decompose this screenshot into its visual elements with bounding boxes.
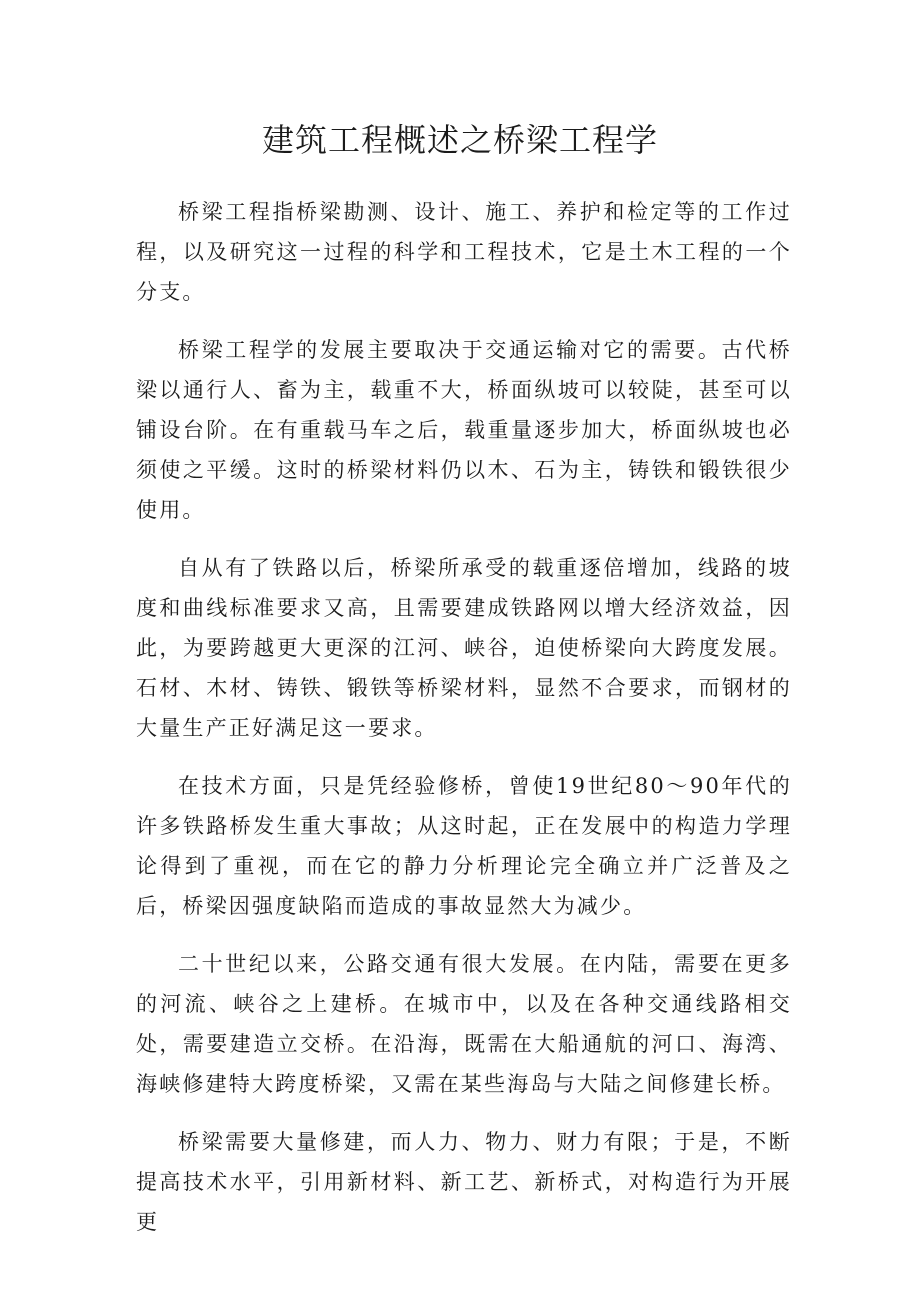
paragraph-4: 在技术方面，只是凭经验修桥，曾使19世纪80～90年代的许多铁路桥发生重大事故；从这时起，正在发展中的构造力学理论得到了重视，而在它的静力分析理论完全确立并广泛普及之后，桥梁因强度缺陷而造成的事故显然大为减少。 xyxy=(136,774,792,918)
document-body xyxy=(136,192,792,1260)
document-title: 建筑工程概述之桥梁工程学 xyxy=(261,121,658,159)
paragraph-5: 二十世纪以来，公路交通有很大发展。在内陆，需要在更多的河流、峡谷之上建桥。在城市中，以及在各种交通线路相交处，需要建造立交桥。在沿海，既需在大船通航的河口、海湾、海峡修建特大跨度桥梁，又需在某些海岛与大陆之间修建长桥。 xyxy=(136,952,792,1096)
paragraph-6: 桥梁需要大量修建，而人力、物力、财力有限；于是，不断提高技术水平，引用新材料、新工艺、新桥式，对构造行为开展更 xyxy=(136,1130,792,1234)
paragraph-3: 自从有了铁路以后，桥梁所承受的载重逐倍增加，线路的坡度和曲线标准要求又高，且需要建成铁路网以增大经济效益，因此，为要跨越更大更深的江河、峡谷，迫使桥梁向大跨度发展。石材、木材、铸铁、锻铁等桥梁材料，显然不合要求，而钢材的大量生产正好满足这一要求。 xyxy=(136,556,792,740)
paragraph-2: 桥梁工程学的发展主要取决于交通运输对它的需要。古代桥梁以通行人、畜为主，载重不大，桥面纵坡可以较陡，甚至可以铺设台阶。在有重载马车之后，载重量逐步加大，桥面纵坡也必须使之平缓。这时的桥梁材料仍以木、石为主，铸铁和锻铁很少使用。 xyxy=(136,338,792,522)
paragraph-1: 桥梁工程指桥梁勘测、设计、施工、养护和检定等的工作过程，以及研究这一过程的科学和工程技术，它是土木工程的一个分支。 xyxy=(136,200,792,304)
